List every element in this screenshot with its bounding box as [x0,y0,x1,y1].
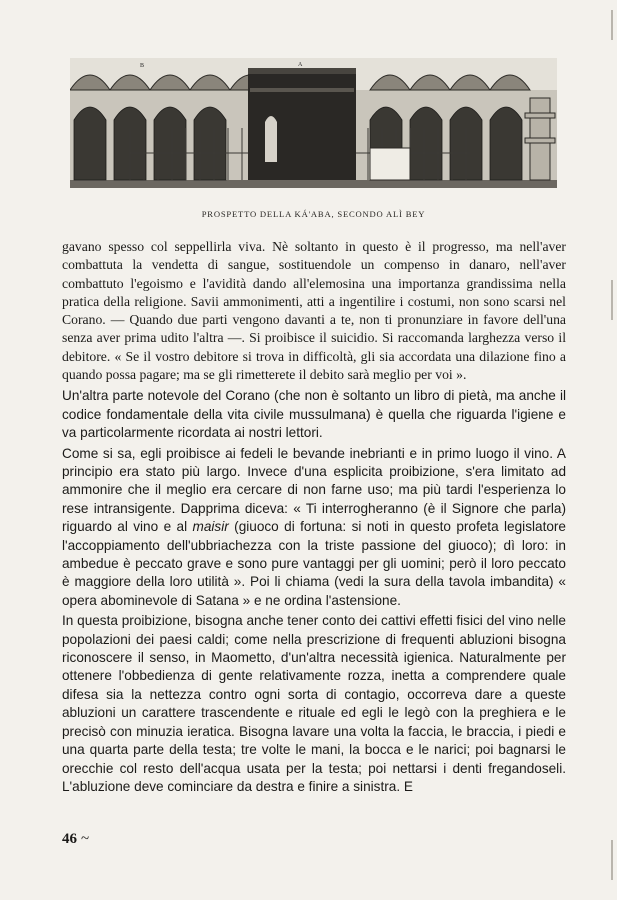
kaaba-elevation-illustration [70,58,557,188]
page-number [62,831,89,848]
figure-label-a: A [298,62,303,68]
body-text [62,238,566,796]
minaret [525,98,555,180]
figure-caption: PROSPETTO DELLA KÁ'ABA, SECONDO ALÌ BEY [201,209,426,219]
arch [74,107,106,180]
arch [410,107,442,180]
page-number-value: 46 [62,831,77,847]
maqam-shrine [265,122,277,162]
page-number-mark: ~ [81,831,90,847]
paragraph-1: gavano spesso col seppellirla viva. Nè soltanto in questo è il progresso, ma nell'aver combattuta la vendetta di sangue, sostituendole un compenso in danaro, nell'aver combattuto l'egoismo e l'avidità dando all'elemosina una importanza grandissima nella pratica della religione. Savii ammonimenti, atti a ingentilire i costumi, non sono scarsi nel Corano. — Quando due parti vengono davanti a te, non ti pronunziare in favore dell'una senza aver prima udito l'altra —. Si proibisce il suicidio. Si raccomanda larghezza verso il debitore. « Se il vostro debitore si trova in difficoltà, gli sia accordata una dilazione fino a quando possa pagare; ma se gli rimetterete il debito sarà meglio per voi ». [62,239,566,383]
paragraph-3-start: Come si sa, egli proibisce ai fedeli le bevande inebrianti e in primo luogo il vino. A principio era stato più largo. Invece d'una esplicita proibizione, s'era limitato ad ammonire che il meglio era cercare di non farne uso; ma più tardi l'esperienza lo rese intransigente. Dapprima diceva: « Ti interrogheranno (è il Signore che parla) riguardo al vino e al [62,445,566,535]
paragraph-3 [62,445,566,611]
paragraph-4: In questa proibizione, bisogna anche tener conto dei cattivi effetti fisici del vino nelle popolazioni dei paesi caldi; come nella prescrizione di frequenti abluzioni bisogna riconoscere il senso, in Maometto, d'un'altra necessità igienica. Naturalmente per ottenere l'obbedienza di gente relativamente rozza, inetta a comprendere quale difesa sia la nettezza contro ogni sorta di contagio, occorreva dare a queste abluzioni un carattere trascendente e rituale ed egli le legò con la preghiera e le precisò con minuzia ieratica. Bisogna lavare una volta la faccia, le braccia, i piedi e una quarta parte della testa; tre volte le mani, la bocca e le narici; poi bagnarsi le orecchie col resto dell'acqua usata per la testa; poi nettarsi i denti fregandoseli. L'abluzione deve cominciare da destra e finire a sinistra. E [62,613,566,794]
scan-edge-mark [611,280,613,320]
ground-line [70,180,557,188]
maisir-term: maisir [192,519,229,535]
paragraph-3-end: (giuoco di fortuna: si noti in questo profeta legislatore l'accoppiamento dell'ubbriachezza con la triste passione del giuoco); dì loro: in ambedue è peccato grave e sono pure vantaggi per gli uomini; però il loro peccato è maggiore della loro utilità ». Poi li chiama (vedi la sura della tavola imbandita) « opera abominevole di Satana » e ne ordina l'astensione. [62,519,566,608]
kaaba-drawing [70,58,557,188]
figure-label-b: B [140,63,145,69]
pavilion [370,148,410,180]
scan-edge-mark [611,10,613,40]
paragraph-2: Un'altra parte notevole del Corano (che non è soltanto un libro di pietà, ma anche il codice fondamentale della vita civile mussulmana) è quella che riguarda l'igiene e va particolarmente ricordata ai nostri lettori. [62,388,566,441]
arch [490,107,522,180]
arch [154,107,186,180]
scan-edge-mark [611,840,613,880]
arch [194,107,226,180]
kaaba-block [248,68,356,180]
